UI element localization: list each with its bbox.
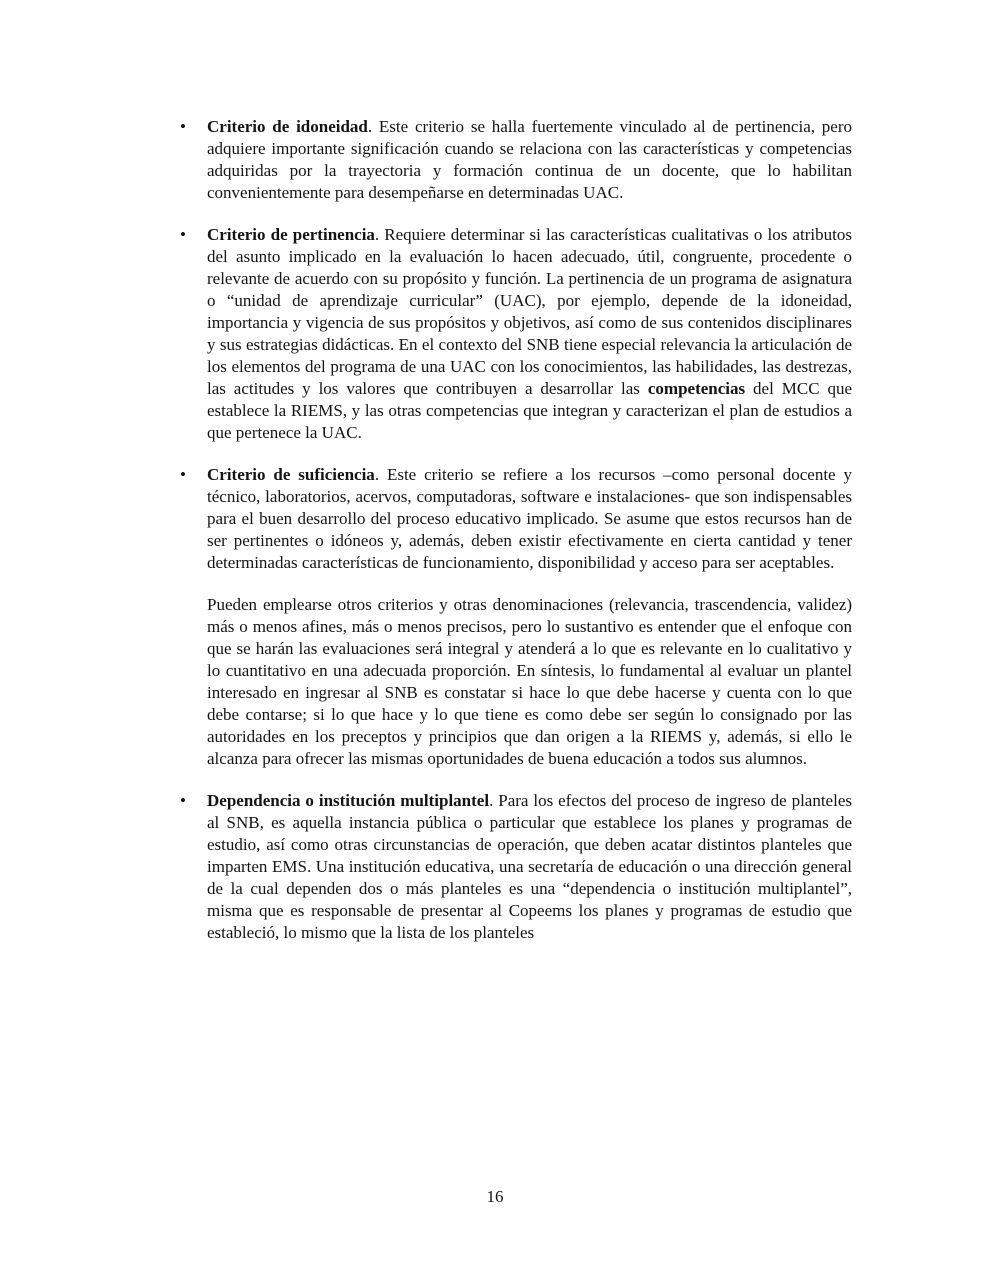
page-number: 16 bbox=[486, 1187, 504, 1206]
bullet-marker-icon: • bbox=[180, 117, 186, 136]
bullet-paragraph bbox=[180, 116, 852, 204]
paragraph bbox=[207, 594, 852, 770]
bullet-marker-icon: • bbox=[180, 791, 186, 810]
bullet-paragraph bbox=[180, 224, 853, 444]
document-body bbox=[180, 116, 853, 944]
paragraph-text: Criterio de pertinencia. Requiere determinar si las características cualitativas o los atributos del asunto implicado en la evaluación lo hacen adecuado, útil, congruente, procedente o relevante de acuerdo con su propósito y función. La pertinencia de un programa de asignatura o “unidad de aprendizaje curricular” (UAC), por ejemplo, depende de la idoneidad, importancia y vigencia de sus propósitos y objetivos, así como de sus contenidos disciplinares y sus estrategias didácticas. En el contexto del SNB tiene especial relevancia la articulación de los elementos del programa de una UAC con los conocimientos, las habilidades, las destrezas, las actitudes y los valores que contribuyen a desarrollar las competencias del MCC que establece la RIEMS, y las otras competencias que integran y caracterizan el plan de estudios a que pertenece la UAC. bbox=[207, 225, 853, 442]
bullet-marker-icon: • bbox=[180, 225, 186, 244]
bullet-marker-icon: • bbox=[180, 465, 186, 484]
bullet-paragraph bbox=[180, 464, 853, 574]
paragraph-text: Criterio de idoneidad. Este criterio se halla fuertemente vinculado al de pertinencia, pero adquiere importante significación cuando se relaciona con las características y competencias adquiridas por la trayectoria y formación continua de un docente, que lo habilitan convenientemente para desempeñarse en determinadas UAC. bbox=[207, 117, 852, 202]
paragraph-text: Criterio de suficiencia. Este criterio se refiere a los recursos –como personal docente y técnico, laboratorios, acervos, computadoras, software e instalaciones- que son indispensables para el buen desarrollo del proceso educativo implicado. Se asume que estos recursos han de ser pertinentes o idóneos y, además, deben existir efectivamente en cierta cantidad y tener determinadas características de funcionamiento, disponibilidad y acceso para ser aceptables. bbox=[207, 465, 853, 572]
paragraph-text: Dependencia o institución multiplantel. Para los efectos del proceso de ingreso de planteles al SNB, es aquella instancia pública o particular que establece los planes y programas de estudio, así como otras circunstancias de operación, que deben acatar distintos planteles que imparten EMS. Una institución educativa, una secretaría de educación o una dirección general de la cual dependen dos o más planteles es una “dependencia o institución multiplantel”, misma que es responsable de presentar al Copeems los planes y programas de estudio que estableció, lo mismo que la lista de los planteles bbox=[207, 791, 852, 942]
bullet-paragraph bbox=[180, 790, 852, 944]
paragraph-text: Pueden emplearse otros criterios y otras denominaciones (relevancia, trascendencia, validez) más o menos afines, más o menos precisos, pero lo sustantivo es entender que el enfoque con que se harán las evaluaciones será integral y atenderá a lo que es relevante en lo cualitativo y lo cuantitativo en una adecuada proporción. En síntesis, lo fundamental al evaluar un plantel interesado en ingresar al SNB es constatar si hace lo que debe hacerse y cuenta con lo que debe contarse; si lo que hace y lo que tiene es como debe ser según lo consignado por las autoridades en los preceptos y principios que dan origen a la RIEMS y, además, si ello le alcanza para ofrecer las mismas oportunidades de buena educación a todos sus alumnos. bbox=[207, 595, 852, 768]
